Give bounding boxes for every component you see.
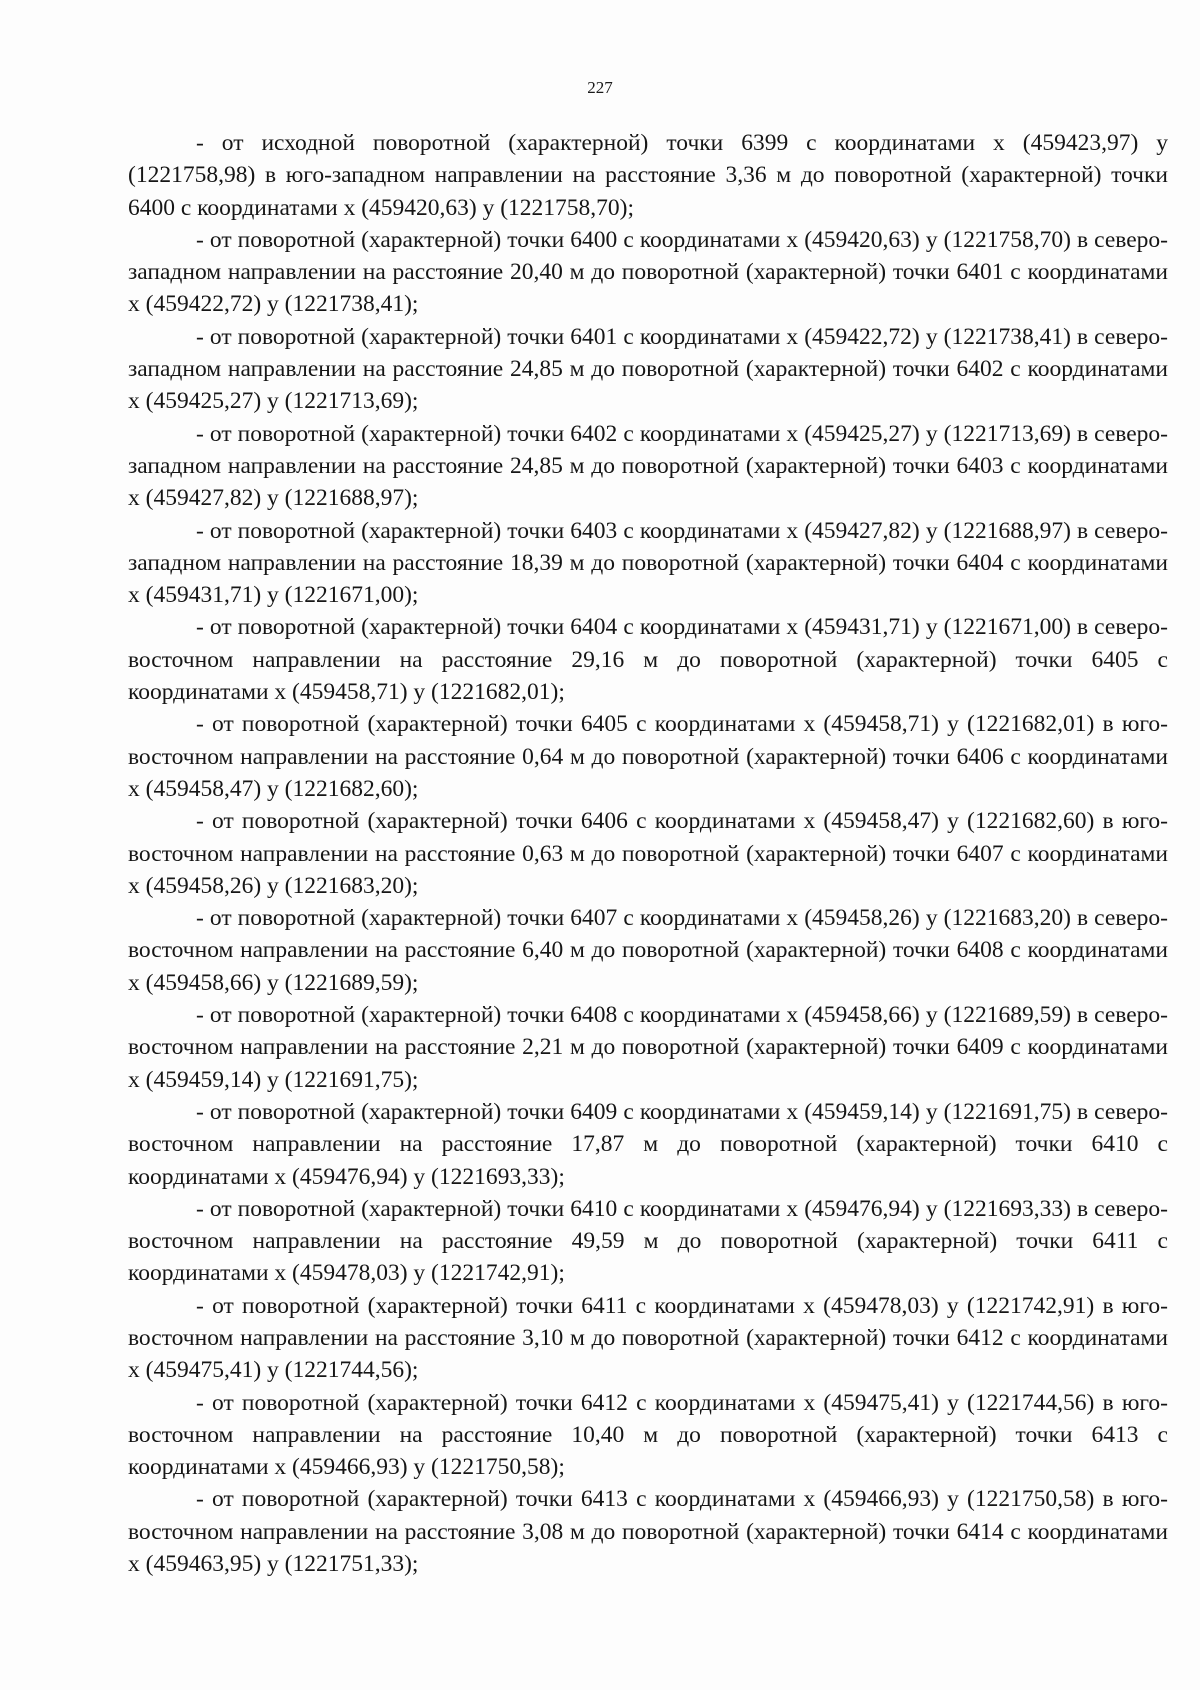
paragraph: - от поворотной (характерной) точки 6411 с координатами х (459478,03) у (1221742,91) в юго-восточном направлении на расстояние 3,10 м до поворотной (характерной) точки 6412 с координатами х (459475,41) у (1221744,56); xyxy=(128,1292,1168,1384)
paragraph: - от поворотной (характерной) точки 6405 с координатами х (459458,71) у (1221682,01) в юго-восточном направлении на расстояние 0,64 м до поворотной (характерной) точки 6406 с координатами х (459458,47) у (1221682,60); xyxy=(128,711,1168,802)
paragraph: - от поворотной (характерной) точки 6409 с координатами х (459459,14) у (1221691,75) в северо-восточном направлении на расстояние 17,87 м до поворотной (характерной) точки 6410 с координатами х (459476,94) у (1221693,33); xyxy=(128,1098,1168,1190)
paragraph: - от поворотной (характерной) точки 6404 с координатами х (459431,71) у (1221671,00) в северо-восточном направлении на расстояние 29,16 м до поворотной (характерной) точки 6405 с координатами х (459458,71) у (1221682,01); xyxy=(128,614,1168,706)
paragraph: - от поворотной (характерной) точки 6401 с координатами х (459422,72) у (1221738,41) в северо-западном направлении на расстояние 24,85 м до поворотной (характерной) точки 6402 с координатами х (459425,27) у (1221713,69); xyxy=(128,323,1168,415)
paragraph: - от поворотной (характерной) точки 6410 с координатами х (459476,94) у (1221693,33) в северо-восточном направлении на расстояние 49,59 м до поворотной (характерной) точки 6411 с координатами х (459478,03) у (1221742,91); xyxy=(128,1195,1168,1287)
paragraph: - от поворотной (характерной) точки 6403 с координатами х (459427,82) у (1221688,97) в северо-западном направлении на расстояние 18,39 м до поворотной (характерной) точки 6404 с координатами х (459431,71) у (1221671,00); xyxy=(128,517,1168,609)
paragraph: - от исходной поворотной (характерной) точки 6399 с координатами х (459423,97) у (1221758,98) в юго-западном направлении на расстояние 3,36 м до поворотной (характерной) точки 6400 с координатами х (459420,63) у (1221758,70); xyxy=(128,130,1168,221)
document-body xyxy=(128,127,1168,1580)
paragraph: - от поворотной (характерной) точки 6402 с координатами х (459425,27) у (1221713,69) в северо-западном направлении на расстояние 24,85 м до поворотной (характерной) точки 6403 с координатами х (459427,82) у (1221688,97); xyxy=(128,420,1168,512)
paragraph: - от поворотной (характерной) точки 6408 с координатами х (459458,66) у (1221689,59) в северо-восточном направлении на расстояние 2,21 м до поворотной (характерной) точки 6409 с координатами х (459459,14) у (1221691,75); xyxy=(128,1002,1168,1093)
paragraph: - от поворотной (характерной) точки 6407 с координатами х (459458,26) у (1221683,20) в северо-восточном направлении на расстояние 6,40 м до поворотной (характерной) точки 6408 с координатами х (459458,66) у (1221689,59); xyxy=(128,905,1168,996)
paragraph: - от поворотной (характерной) точки 6406 с координатами х (459458,47) у (1221682,60) в юго-восточном направлении на расстояние 0,63 м до поворотной (характерной) точки 6407 с координатами х (459458,26) у (1221683,20); xyxy=(128,808,1168,899)
paragraph: - от поворотной (характерной) точки 6413 с координатами х (459466,93) у (1221750,58) в юго-восточном направлении на расстояние 3,08 м до поворотной (характерной) точки 6414 с координатами х (459463,95) у (1221751,33); xyxy=(128,1486,1168,1578)
page-number: 227 xyxy=(587,78,613,97)
paragraph: - от поворотной (характерной) точки 6400 с координатами х (459420,63) у (1221758,70) в северо-западном направлении на расстояние 20,40 м до поворотной (характерной) точки 6401 с координатами х (459422,72) у (1221738,41); xyxy=(128,226,1168,318)
paragraph: - от поворотной (характерной) точки 6412 с координатами х (459475,41) у (1221744,56) в юго-восточном направлении на расстояние 10,40 м до поворотной (характерной) точки 6413 с координатами х (459466,93) у (1221750,58); xyxy=(128,1389,1168,1481)
